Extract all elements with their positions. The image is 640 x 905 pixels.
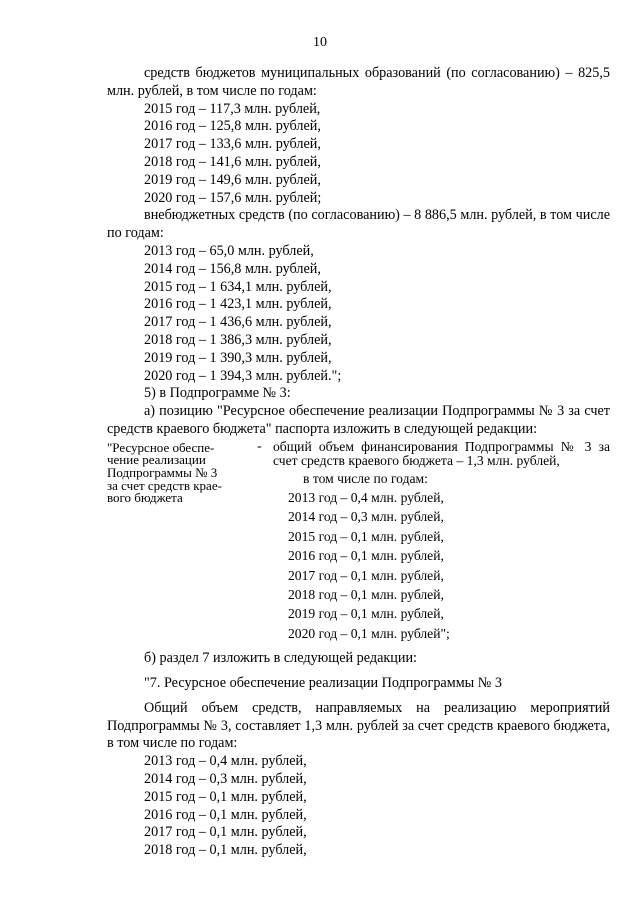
year-line: 2020 год – 157,6 млн. рублей; xyxy=(144,189,322,206)
year-line: 2020 год – 1 394,3 млн. рублей."; xyxy=(144,367,342,384)
year-line: 2016 год – 0,1 млн. рублей, xyxy=(144,806,307,823)
year-line: 2015 год – 1 634,1 млн. рублей, xyxy=(144,278,332,295)
page-number: 10 xyxy=(313,35,327,50)
section-paragraph: Общий объем средств, направляемых на реализацию мероприятий Подпрограммы № 3, составляет 1,3 млн. рублей за счет средств краевого бюджета, в том числе по годам: xyxy=(107,699,610,752)
financing-total-text: общий объем финансирования Подпрограммы № 3 за счет средств краевого бюджета – 1,3 млн. рублей, xyxy=(273,438,610,469)
financing-line: 2019 год – 0,1 млн. рублей, xyxy=(288,606,444,622)
financing-line: 2020 год – 0,1 млн. рублей"; xyxy=(288,625,450,641)
position-value-cell xyxy=(273,440,610,643)
position-name-line: "Ресурсное обеспе- xyxy=(107,439,215,455)
year-line: 2018 год – 0,1 млн. рублей, xyxy=(144,842,307,859)
year-line: 2013 год – 0,4 млн. рублей, xyxy=(144,753,307,770)
item-5: 5) в Подпрограмме № 3: xyxy=(144,385,291,402)
financing-line: 2018 год – 0,1 млн. рублей, xyxy=(288,586,444,602)
position-name-line: Подпрограммы № 3 xyxy=(107,464,218,480)
item-a: а) позицию "Ресурсное обеспечение реализации Подпрограммы № 3 за счет средств краевого бюджета" паспорта изложить в следующей редакции: xyxy=(107,403,610,437)
financing-line: 2016 год – 0,1 млн. рублей, xyxy=(288,548,444,564)
separator-dash: - xyxy=(257,438,262,454)
financing-line: 2014 год – 0,3 млн. рублей, xyxy=(288,509,444,525)
spacer xyxy=(107,693,610,700)
year-line: 2017 год – 1 436,6 млн. рублей, xyxy=(144,314,332,331)
year-line: 2014 год – 0,3 млн. рублей, xyxy=(144,770,307,787)
year-line: 2017 год – 133,6 млн. рублей, xyxy=(144,136,321,153)
year-line: 2018 год – 141,6 млн. рублей, xyxy=(144,153,321,170)
year-line: 2016 год – 1 423,1 млн. рублей, xyxy=(144,296,332,313)
year-line: 2013 год – 65,0 млн. рублей, xyxy=(144,242,314,259)
position-name-cell xyxy=(107,440,257,643)
year-line: 2016 год – 125,8 млн. рублей, xyxy=(144,118,321,135)
year-line: 2014 год – 156,8 млн. рублей, xyxy=(144,260,321,277)
financing-line: 2017 год – 0,1 млн. рублей, xyxy=(288,567,444,583)
year-line: 2019 год – 149,6 млн. рублей, xyxy=(144,171,321,188)
financing-line: в том числе по годам: xyxy=(303,470,428,486)
financing-line: 2015 год – 0,1 млн. рублей, xyxy=(288,528,444,544)
page-content xyxy=(107,65,610,860)
section-years xyxy=(107,753,610,860)
municipal-budget-years xyxy=(107,101,610,208)
extrabudgetary-years xyxy=(107,243,610,385)
position-name-line: за счет средств крае- xyxy=(107,477,222,493)
year-line: 2019 год – 1 390,3 млн. рублей, xyxy=(144,349,332,366)
extrabudgetary-paragraph: внебюджетных средств (по согласованию) – 8 886,5 млн. рублей, в том числе по годам: xyxy=(107,207,610,242)
spacer xyxy=(107,668,610,675)
year-line: 2015 год – 0,1 млн. рублей, xyxy=(144,788,307,805)
position-name-line: чение реализации xyxy=(107,452,206,468)
year-line: 2015 год – 117,3 млн. рублей, xyxy=(144,100,321,117)
financing-line: 2013 год – 0,4 млн. рублей, xyxy=(288,489,444,505)
passport-position-table xyxy=(107,440,610,643)
spacer xyxy=(107,643,610,650)
section-title: "7. Ресурсное обеспечение реализации Подпрограммы № 3 xyxy=(144,675,502,691)
item-b: б) раздел 7 изложить в следующей редакции: xyxy=(144,650,417,667)
municipal-budget-paragraph: средств бюджетов муниципальных образований (по согласованию) – 825,5 млн. рублей, в том числе по годам: xyxy=(107,65,610,99)
year-line: 2018 год – 1 386,3 млн. рублей, xyxy=(144,331,332,348)
position-name-line: вого бюджета xyxy=(107,490,183,506)
year-line: 2017 год – 0,1 млн. рублей, xyxy=(144,824,307,841)
